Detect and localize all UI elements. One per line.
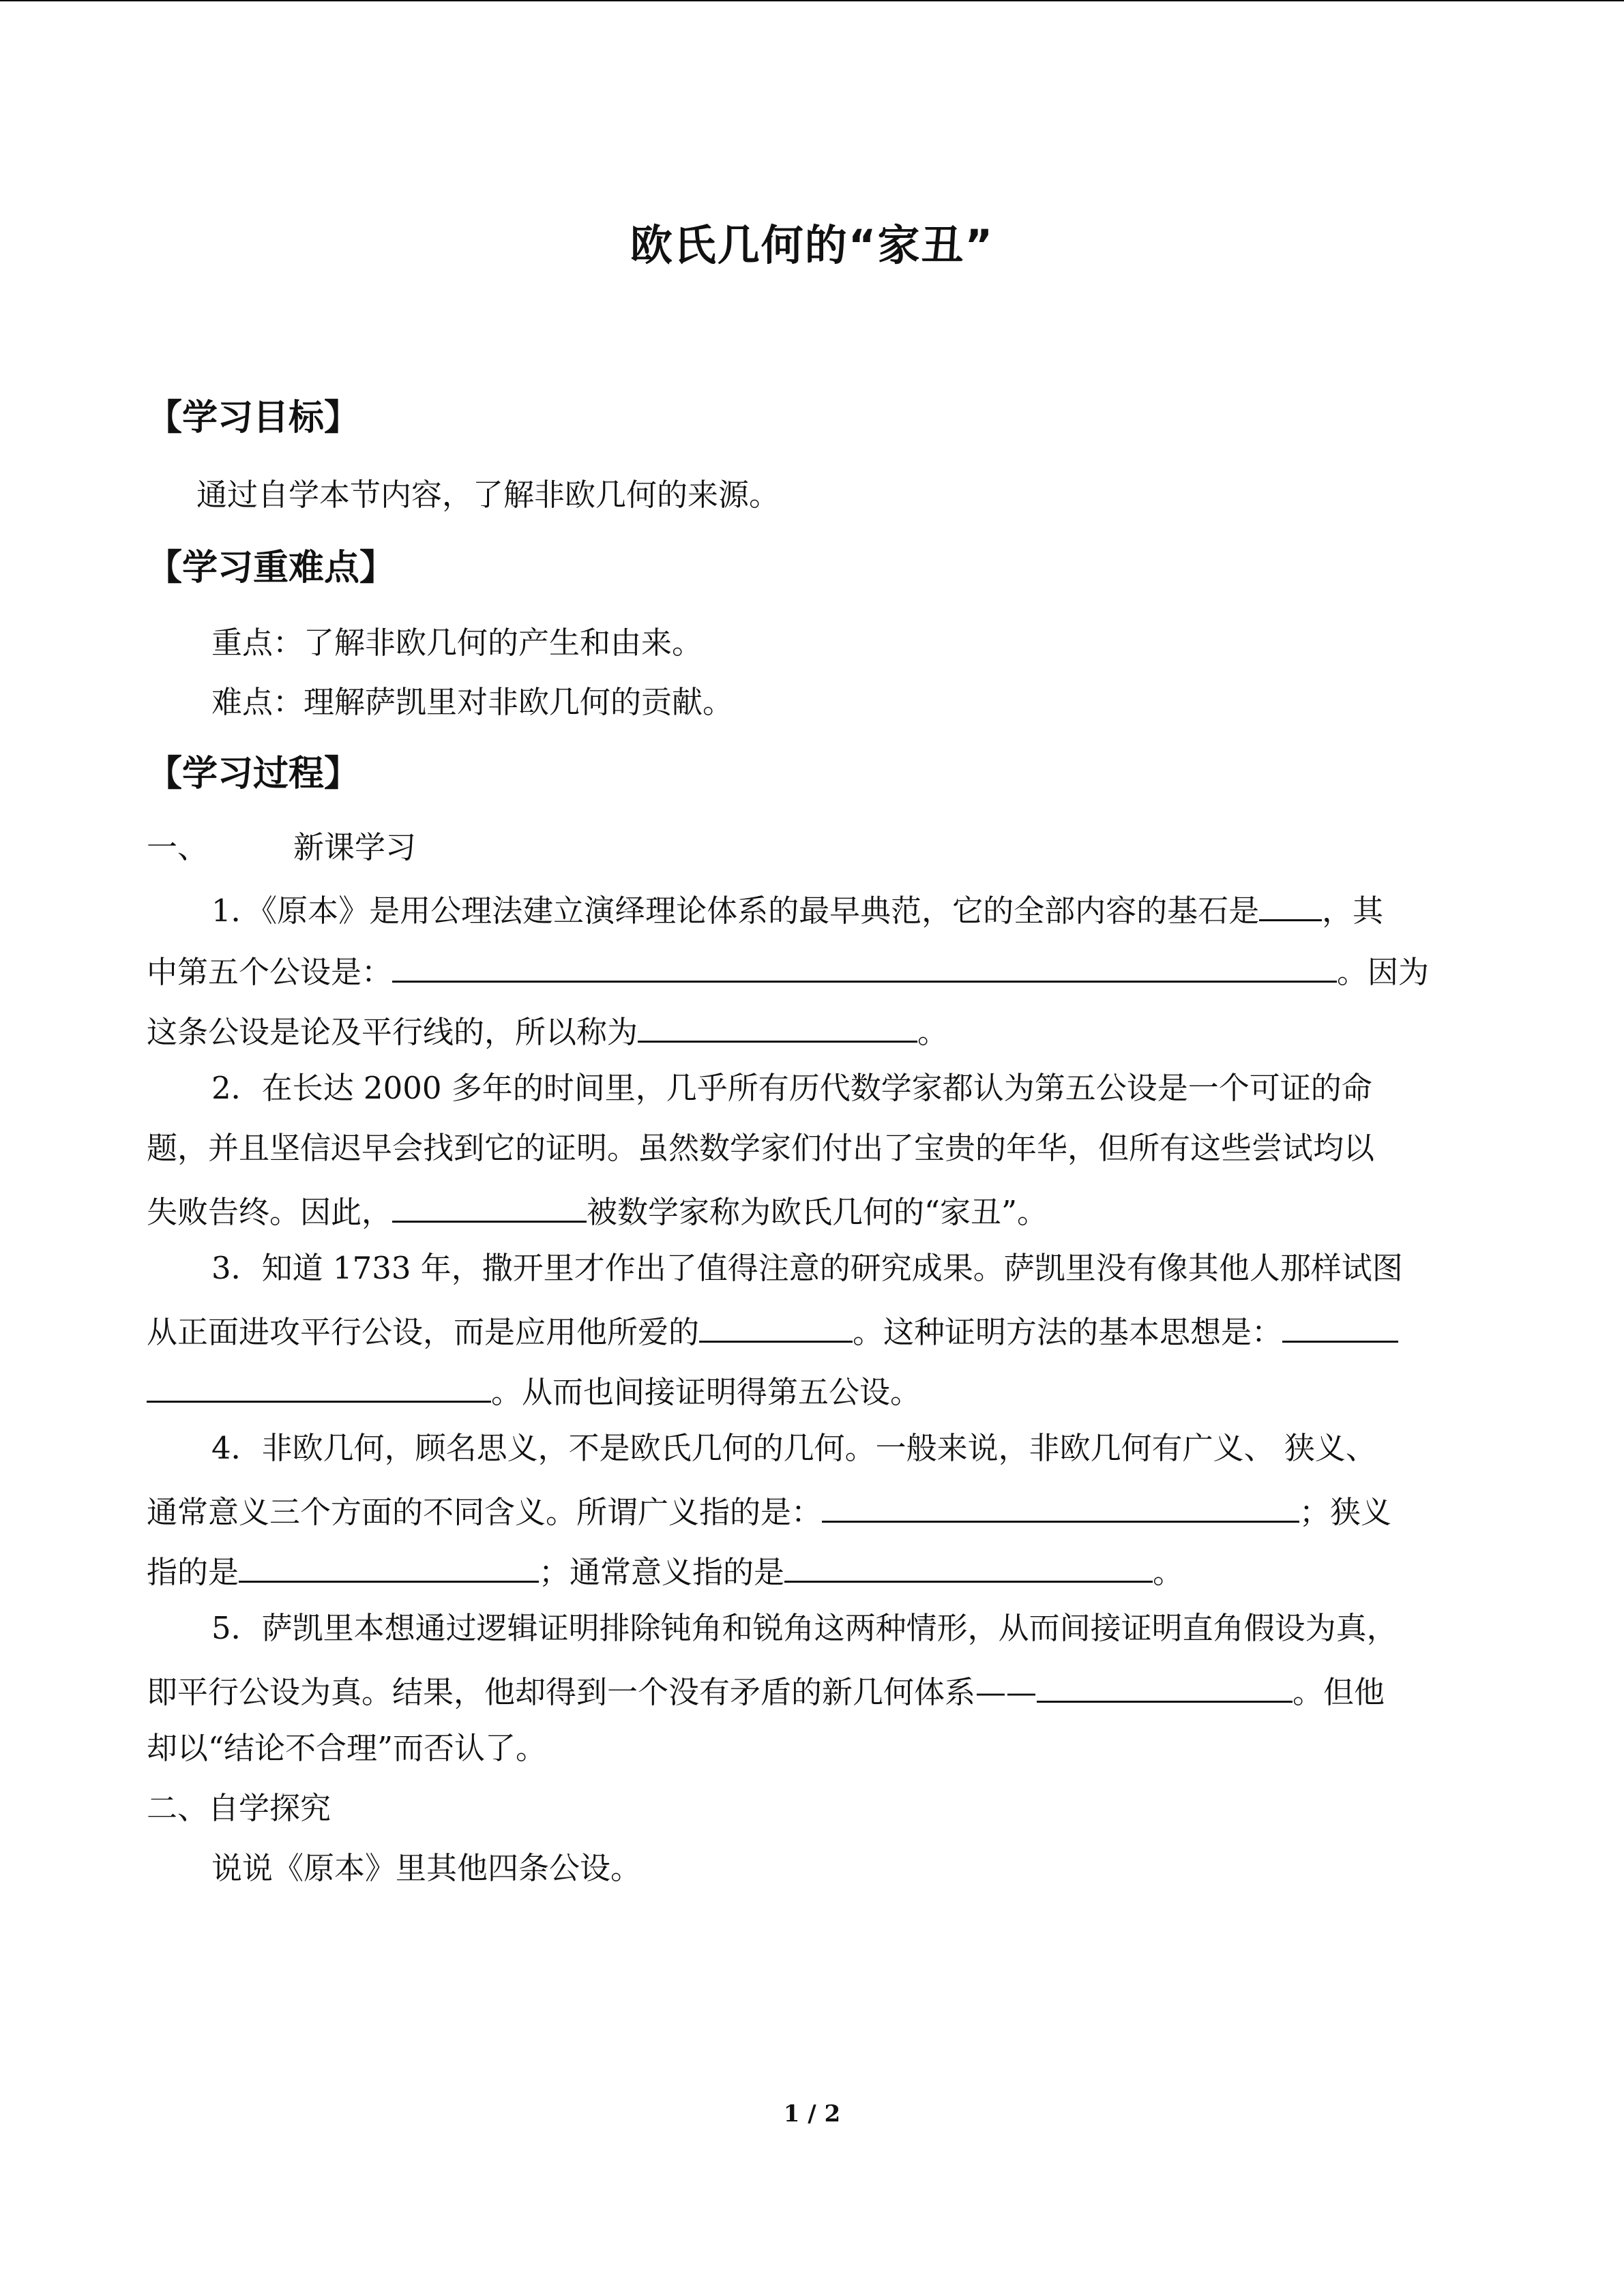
q4-blank-narrow[interactable] xyxy=(239,1548,539,1583)
q4-text-d: ；通常意义指的是 xyxy=(539,1554,785,1590)
key-point-text: 重点：了解非欧几何的产生和由来。 xyxy=(211,625,703,661)
q3-text-b: 。这种证明方法的基本思想是： xyxy=(853,1314,1283,1350)
q1-text-a: 1．《原本》是用公理法建立演绎理论体系的最早典范，它的全部内容的基石是 xyxy=(211,893,1260,929)
part2-text: 说说《原本》里其他四条公设。 xyxy=(211,1850,642,1886)
q4-line-3 xyxy=(147,1548,1183,1593)
part1-label: 一、 xyxy=(147,829,209,865)
q3-line-3 xyxy=(147,1368,921,1413)
document-title: 欧氏几何的“家丑” xyxy=(630,220,994,270)
q2-blank[interactable] xyxy=(392,1188,587,1223)
q1-text-b: ，其 xyxy=(1322,893,1384,929)
q4-text-c: 指的是 xyxy=(147,1554,239,1590)
difficult-point-text: 难点：理解萨凯里对非欧几何的贡献。 xyxy=(211,684,734,720)
q2-line-2: 题，并且坚信迟早会找到它的证明。虽然数学家们付出了宝贵的年华，但所有这些尝试均以 xyxy=(147,1130,1375,1166)
q3-text-c: 。从而也间接证明得第五公设。 xyxy=(491,1374,921,1410)
q3-blank-idea-b[interactable] xyxy=(147,1368,491,1403)
learning-goal-text: 通过自学本节内容，了解非欧几何的来源。 xyxy=(196,477,780,513)
q1-blank-name[interactable] xyxy=(638,1008,917,1043)
q4-text-e: 。 xyxy=(1153,1554,1184,1590)
q3-text-a: 从正面进攻平行公设，而是应用他所爱的 xyxy=(147,1314,700,1350)
q4-line-2 xyxy=(147,1488,1391,1533)
q1-line-2 xyxy=(147,948,1429,993)
page-number: 1 / 2 xyxy=(783,2100,841,2128)
q4-line-1: 4．非欧几何，顾名思义，不是欧氏几何的几何。一般来说，非欧几何有广义、 狭义、 xyxy=(211,1430,1376,1466)
q5-blank[interactable] xyxy=(1037,1668,1293,1703)
q3-blank-idea-a[interactable] xyxy=(1282,1308,1398,1343)
q1-text-f: 。 xyxy=(917,1014,949,1050)
q1-line-3 xyxy=(147,1008,948,1053)
part1-heading xyxy=(147,827,416,868)
q5-text-b: 。但他 xyxy=(1293,1674,1385,1710)
q2-line-3 xyxy=(147,1188,1048,1233)
q5-line-2 xyxy=(147,1668,1385,1713)
q3-line-1: 3．知道 1733 年，撒开里才作出了值得注意的研究成果。萨凯里没有像其他人那样试图 xyxy=(211,1250,1403,1286)
learning-goal-heading: 【学习目标】 xyxy=(147,398,360,438)
q1-blank-fifth-postulate[interactable] xyxy=(392,948,1337,983)
q4-blank-common[interactable] xyxy=(784,1548,1153,1583)
q3-blank-method[interactable] xyxy=(699,1308,853,1343)
q1-text-d: 。因为 xyxy=(1337,954,1430,990)
q4-blank-broad[interactable] xyxy=(822,1488,1299,1523)
q5-line-1: 5．萨凯里本想通过逻辑证明排除钝角和锐角这两种情形，从而间接证明直角假设为真， xyxy=(211,1610,1398,1646)
q2-text-b: 被数学家称为欧氏几何的“家丑”。 xyxy=(587,1194,1048,1230)
q2-text-a: 失败告终。因此， xyxy=(147,1194,393,1230)
part1-title: 新课学习 xyxy=(293,829,417,865)
q1-blank-basis[interactable] xyxy=(1259,886,1322,921)
q3-line-2 xyxy=(147,1308,1398,1353)
q4-text-b: ；狭义 xyxy=(1299,1494,1392,1530)
q5-text-a: 即平行公设为真。结果，他却得到一个没有矛盾的新几何体系—— xyxy=(147,1674,1037,1710)
learning-process-heading: 【学习过程】 xyxy=(147,754,360,794)
q4-text-a: 通常意义三个方面的不同含义。所谓广义指的是： xyxy=(147,1494,823,1530)
part2-heading: 二、自学探究 xyxy=(147,1790,331,1826)
q1-text-e: 这条公设是论及平行线的，所以称为 xyxy=(147,1014,638,1050)
q1-text-c: 中第五个公设是： xyxy=(147,954,393,990)
q5-line-3: 却以“结论不合理”而否认了。 xyxy=(147,1730,547,1766)
key-points-heading: 【学习重难点】 xyxy=(147,548,396,588)
q2-line-1: 2．在长达 2000 多年的时间里，几乎所有历代数学家都认为第五公设是一个可证的命 xyxy=(211,1070,1372,1106)
q1-line-1 xyxy=(211,886,1383,931)
